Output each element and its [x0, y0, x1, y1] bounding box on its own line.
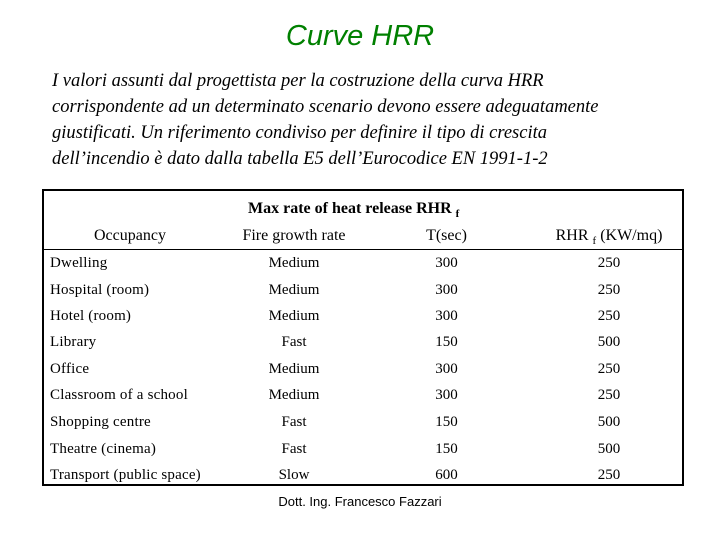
header-rhr: RHR $_f$ (KW/mq) — [555, 227, 663, 247]
cell-fire-growth: Fast — [281, 414, 307, 430]
cell-t: 300 — [435, 387, 458, 403]
author-footer: Dott. Ing. Francesco Fazzari — [278, 494, 442, 509]
intro-line: corrispondente ad un determinato scenario devono essere adeguatamente — [52, 97, 599, 117]
intro-line: I valori assunti dal progettista per la costruzione della curva HRR — [52, 71, 544, 91]
header-occupancy: Occupancy — [94, 227, 166, 244]
cell-fire-growth: Medium — [268, 308, 320, 324]
cell-t: 300 — [435, 361, 458, 377]
group-header: Max rate of heat release RHR $_f$ — [248, 200, 460, 220]
hrr-table — [42, 189, 684, 486]
cell-t: 150 — [435, 414, 458, 430]
cell-t: 150 — [435, 334, 458, 350]
cell-occupancy: Shopping centre — [50, 414, 151, 430]
cell-rhr: 250 — [597, 308, 621, 324]
cell-t: 300 — [435, 282, 458, 298]
cell-fire-growth: Medium — [268, 361, 320, 377]
cell-occupancy: Hotel (room) — [50, 308, 132, 324]
cell-fire-growth: Medium — [268, 282, 320, 298]
cell-fire-growth: Medium — [268, 387, 320, 403]
cell-rhr: 250 — [597, 282, 621, 298]
cell-fire-growth: Medium — [268, 255, 320, 271]
cell-occupancy: Classroom of a school — [50, 387, 188, 403]
cell-fire-growth: Fast — [281, 334, 307, 350]
intro-line: giustificati. Un riferimento condiviso per definire il tipo di crescita — [52, 123, 547, 143]
cell-rhr: 500 — [597, 334, 621, 350]
header-divider — [44, 249, 682, 250]
cell-occupancy: Library — [50, 334, 97, 350]
cell-rhr: 250 — [597, 361, 621, 377]
cell-t: 150 — [435, 441, 458, 457]
header-fire-growth: Fire growth rate — [242, 227, 346, 244]
slide-title: Curve HRR — [285, 20, 435, 52]
cell-fire-growth: Fast — [281, 441, 307, 457]
cell-rhr: 250 — [597, 387, 621, 403]
cell-occupancy: Hospital (room) — [50, 282, 150, 298]
cell-t: 300 — [435, 255, 458, 271]
intro-line: dell’incendio è dato dalla tabella E5 dell’Eurocodice EN 1991-1-2 — [52, 149, 548, 169]
cell-rhr: 250 — [597, 255, 621, 271]
cell-rhr: 500 — [597, 441, 621, 457]
intro-paragraph — [52, 68, 692, 172]
header-t-sec: T(sec) — [426, 227, 467, 244]
cell-t: 600 — [435, 467, 458, 483]
cell-occupancy: Transport (public space) — [50, 467, 201, 483]
cell-occupancy: Theatre (cinema) — [50, 441, 157, 457]
cell-rhr: 250 — [597, 467, 621, 483]
cell-fire-growth: Slow — [278, 467, 310, 483]
cell-t: 300 — [435, 308, 458, 324]
cell-occupancy: Dwelling — [50, 255, 108, 271]
cell-occupancy: Office — [50, 361, 90, 377]
cell-rhr: 500 — [597, 414, 621, 430]
